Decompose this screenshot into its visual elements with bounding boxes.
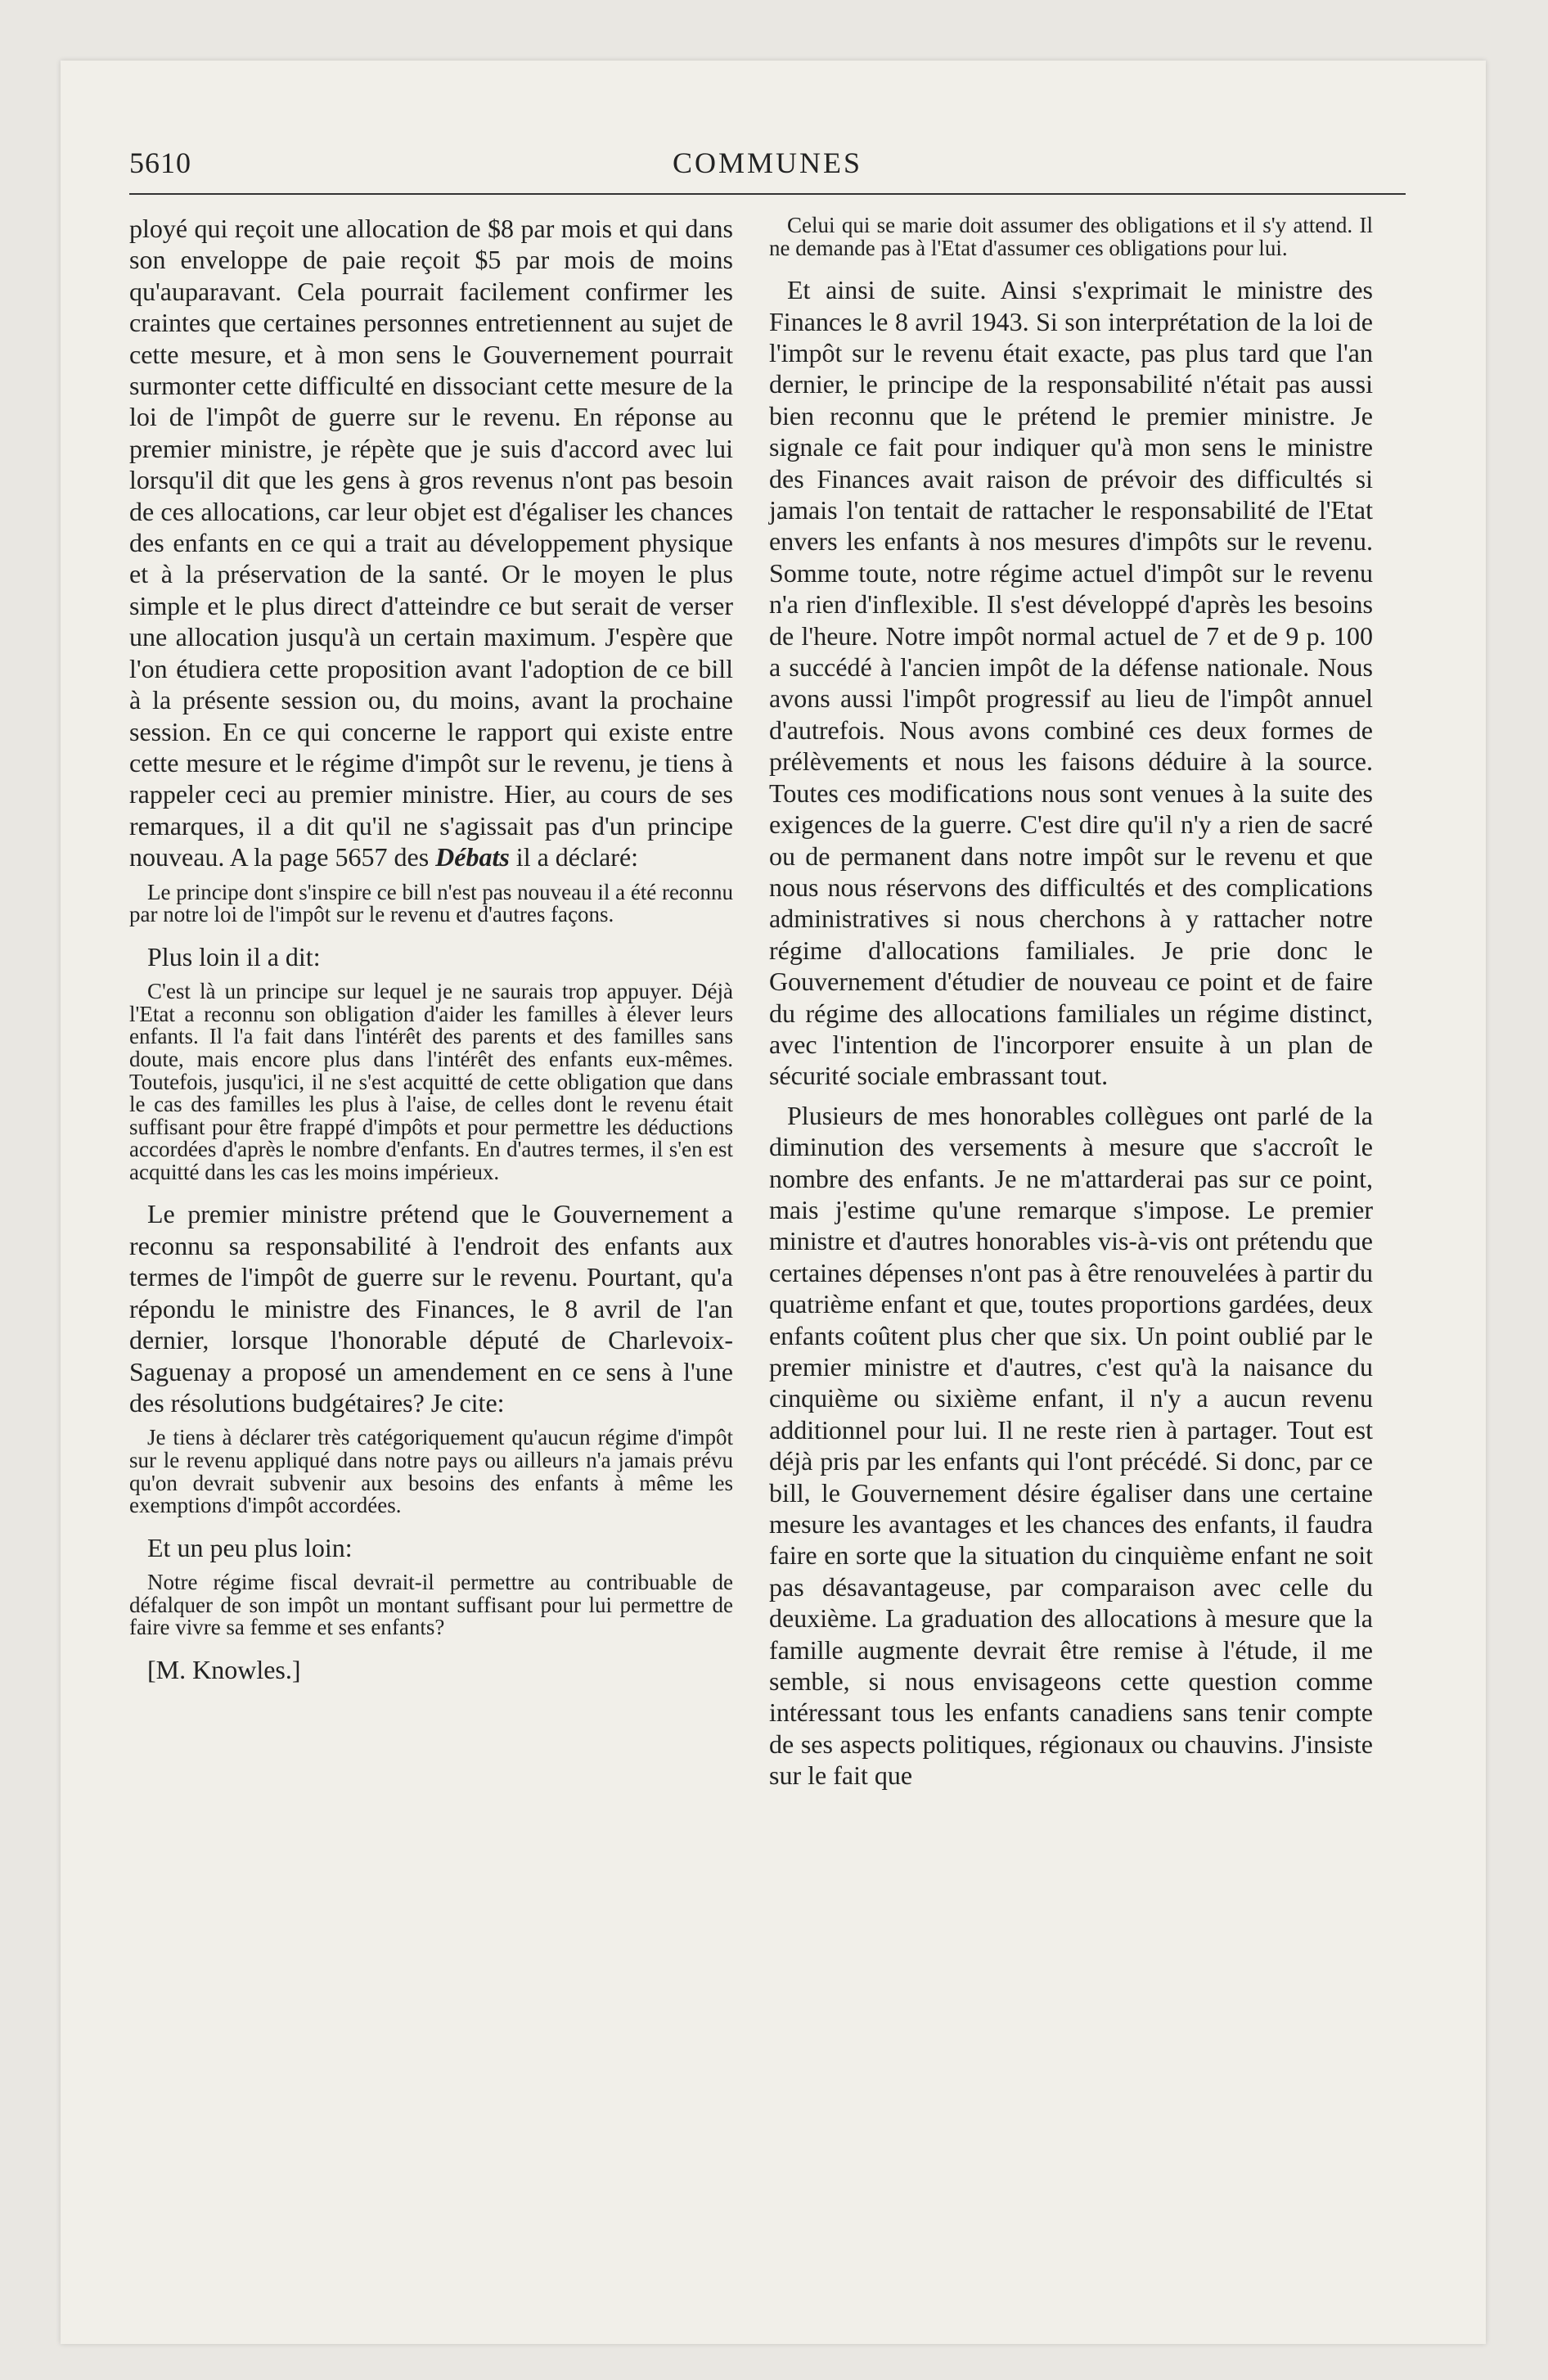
quotation: Le principe dont s'inspire ce bill n'est pas nouveau il a été reconnu par notre loi de l'impôt sur le revenu et d'autres façons. (129, 879, 734, 927)
paragraph: ployé qui reçoit une allocation de $8 par mois et qui dans son enveloppe de paie reçoit $5 par mois de moins qu'auparavant. Cela pourrait facilement confirmer les craintes que certaines personnes entretiennent au sujet de cette mesure, et à mon sens le Gouvernement pourrait surmonter cette difficulté en dissociant cette mesure de la loi de l'impôt de guerre sur le revenu. En réponse au premier ministre, je répète que je suis d'accord avec lui lorsqu'il dit que les gens à gros revenus n'ont pas besoin de ces allocations, car leur objet est d'égaliser les chances des enfants en ce qui a trait au développement physique et à la préservation de la santé. Or le moyen le plus simple et le plus direct d'atteindre ce but serait de verser une allocation jusqu'à un certain maximum. J'espère que l'on étudiera cette proposition avant l'adoption de ce bill à la présente session ou, du moins, avant la prochaine session. En ce qui concerne le rapport qui existe entre cette mesure et le régime d'impôt sur le revenu, je tiens à rappeler ceci au premier ministre. Hier, au cours de ses remarques, il a dit qu'il ne s'agissait pas d'un principe nouveau. A la page 5657 des Débats il a déclaré: (129, 214, 733, 872)
quotation: Je tiens à déclarer très catégoriquement qu'aucun régime d'impôt sur le revenu appliqué dans notre pays ou ailleurs n'a jamais prévu qu'on devrait subvenir aux besoins des enfants à même les exemptions d'impôt accordées. (129, 1425, 733, 1518)
quotation: Notre régime fiscal devrait-il permettre au contribuable de défalquer de son impôt un montant suffisant pour lui permettre de faire vivre sa femme et ses enfants? (129, 1570, 733, 1640)
paragraph: Et un peu plus loin: (147, 1532, 353, 1562)
paragraph: Le premier ministre prétend que le Gouvernement a reconnu sa responsabilité à l'endroit des enfants aux termes de l'impôt de guerre sur le revenu. Pourtant, qu'a répondu le ministre des Finances, le 8 avril de l'an dernier, lorsque l'honorable député de Charlevoix-Saguenay a proposé un amendement en ce sens à l'une des résolutions budgétaires? Je cite: (129, 1199, 733, 1418)
debats-italic: Débats (435, 842, 510, 872)
paragraph: Et ainsi de suite. Ainsi s'exprimait le ministre des Finances le 8 avril 1943. Si son interprétation de la loi de l'impôt sur le revenu était exacte, pas plus tard que l'an dernier, le principe de la responsabilité n'était pas aussi bien reconnu que le prétend le premier ministre. Je signale ce fait pour indiquer qu'à mon sens le ministre des Finances avait raison de prévoir des difficultés si jamais l'on tentait de rattacher le responsabilité de l'Etat envers les enfants à nos mesures d'impôts sur le revenu. Somme toute, notre régime actuel d'impôt sur le revenu n'a rien d'inflexible. Il s'est développé d'après les besoins de l'heure. Notre impôt normal actuel de 7 et de 9 p. 100 a succédé à l'ancien impôt de la défense nationale. Nous avons aussi l'impôt progressif au lieu de l'impôt annuel d'autrefois. Nous avons combiné ces deux formes de prélèvements et nous les faisons déduire à la source. Toutes ces modifications nous sont venues à la suite des exigences de la guerre. C'est dire qu'il n'y a rien de sacré ou de permanent dans notre impôt sur le revenu et que nous nous réservons des difficultés et des complications administratives si nous cherchons à y rattacher notre régime d'allocations familiales. Je prie donc le Gouvernement d'étudier de nouveau ce point et de faire du régime des allocations familiales un régime distinct, avec l'intention de l'incorporer ensuite à un plan de sécurité sociale embrassant tout. (769, 275, 1373, 1091)
quotation: C'est là un principe sur lequel je ne saurais trop appuyer. Déjà l'Etat a reconnu son obligation d'aider les familles à élever leurs enfants. Il l'a fait dans l'intérêt des parents et des familles sans doute, mais encore plus dans l'intérêt des enfants eux-mêmes. Toutefois, jusqu'ici, il ne s'est acquitté de cette obligation que dans le cas des familles les plus à l'aise, de celles dont le revenu était suffisant pour être frappé d'impôts et pour permettre les déductions accordées d'après le nombre d'enfants. En d'autres termes, il s'en est acquitté dans les cas les moins impérieux. (129, 979, 733, 1184)
page-header (129, 146, 1406, 188)
page-number: 5610 (129, 146, 191, 179)
left-column (129, 213, 733, 1685)
running-title: COMMUNES (672, 146, 863, 179)
right-column (769, 213, 1373, 1800)
header-rule (129, 193, 1406, 195)
quotation: Celui qui se marie doit assumer des obligations et il s'y attend. Il ne demande pas à l'Etat d'assumer ces obligations pour lui. (769, 213, 1373, 260)
paragraph: Plus loin il a dit: (147, 941, 321, 971)
speaker-attribution: [M. Knowles.] (147, 1654, 301, 1684)
paragraph: Plusieurs de mes honorables collègues ont parlé de la diminution des versements à mesure que s'accroît le nombre des enfants. Je ne m'attarderai pas sur ce point, mais j'estime qu'une remarque s'impose. Le premier ministre et d'autres honorables vis-à-vis ont prétendu que certaines dépenses n'ont pas à être renouvelées à partir du quatrième enfant et que, toutes proportions gardées, deux enfants coûtent plus cher que six. Un point oublié par le premier ministre et d'autres, c'est qu'à la naisance du cinquième ou sixième enfant, il n'y a aucun revenu additionnel pour lui. Il ne reste rien à partager. Tout est déjà pris par les enfants qui l'ont précédé. Si donc, par ce bill, le Gouvernement désire égaliser dans une certaine mesure les avantages et les chances des enfants, il faudra faire en sorte que la situation du cinquième enfant ne soit pas désavantageuse, par comparaison avec celle du deuxième. La graduation des allocations à mesure que la famille augmente devrait être remise à l'étude, il me semble, si nous envisageons cette question comme intéressant tous les enfants canadiens sans tenir compte de ses aspects politiques, régionaux ou chauvins. J'insiste sur le fait que (769, 1100, 1373, 1791)
